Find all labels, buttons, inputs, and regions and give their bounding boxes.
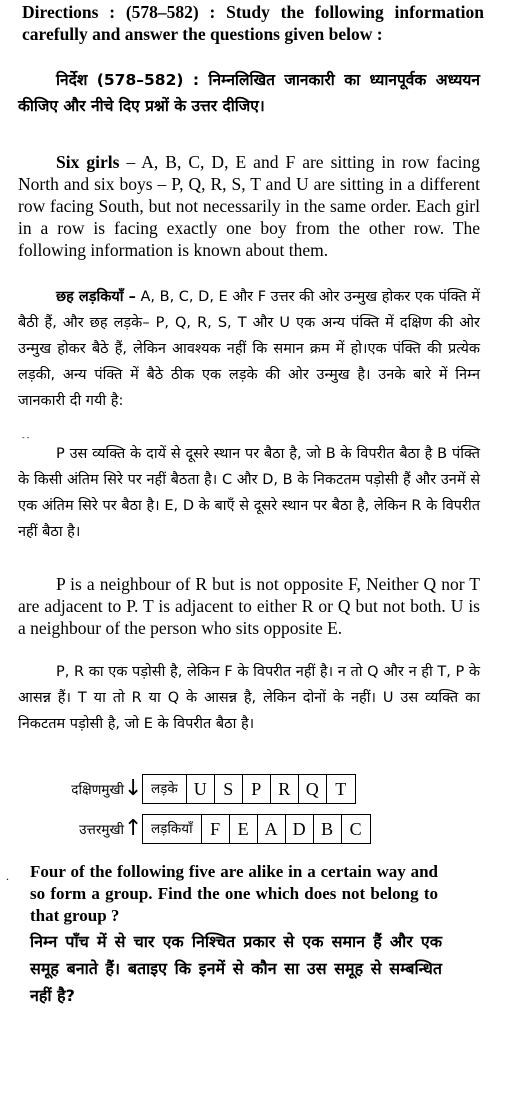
north-facing-row: [36, 814, 371, 844]
south-facing-row: [36, 774, 356, 804]
girl-seat: D: [286, 815, 314, 843]
boy-seat: T: [335, 779, 347, 799]
girl-seat: E: [230, 815, 258, 843]
girl-seat: C: [349, 819, 362, 839]
boys-row-head: लड़के: [143, 775, 187, 803]
down-arrow-icon: ↓: [124, 776, 143, 801]
bullet-mark: .: [6, 869, 9, 883]
girl-seat: B: [314, 815, 342, 843]
north-facing-label: उत्तरमुखी: [79, 822, 124, 838]
paragraph-girls-boys-hindi: [18, 284, 480, 414]
boy-seat: Q: [299, 775, 327, 803]
six-girls-lead-hindi: छह लड़कियाँ –: [56, 289, 136, 305]
stray-mark: - -: [22, 433, 30, 442]
girl-seat: A: [258, 815, 286, 843]
clue-paragraph-english: P is a neighbour of R but is not opposite F, Neither Q nor T are adjacent to P. T is adjacent to either R or Q but not both. U is a neighbour of the person who sits opposite E.: [18, 574, 480, 638]
boy-seat: U: [187, 775, 215, 803]
girls-row-cells: [142, 814, 371, 844]
paragraph-girls-boys-english: [18, 151, 480, 261]
clue-paragraph-hindi-2: P, R का एक पड़ोसी है, लेकिन F के विपरीत नहीं है। न तो Q और न ही T, P के आसन्न हैं। T या तो R या Q के आसन्न है, लेकिन दोनों के नहीं। U उस व्यक्ति का निकटतम पड़ोसी है, जो E के विपरीत बैठा है।: [18, 664, 480, 732]
paragraph-girls-boys-english-body: – A, B, C, D, E and F are sitting in row facing North and six boys – P, Q, R, S, T and U are sitting in a different row facing South, but not necessarily in the same order. Each girl in a row is facing exactly one boy from the other row. The following information is known about them.: [18, 152, 480, 260]
question-hindi: निम्न पाँच में से चार एक निश्चित प्रकार से एक समान हैं और एक समूह बनाते हैं। बताइए कि इनमें से कौन सा उस समूह से सम्बन्धित नहीं है?: [30, 932, 442, 1005]
seating-arrangement-diagram: [0, 774, 526, 846]
question-english: Four of the following five are alike in a certain way and so form a group. Find the one which does not belong to that group ?: [30, 862, 438, 925]
directions-hindi: निर्देश (578–582) : निम्नलिखित जानकारी का ध्यानपूर्वक अध्ययन कीजिए और नीचे दिए प्रश्नों के उत्तर दीजिए।: [18, 71, 480, 115]
boy-seat: P: [243, 775, 271, 803]
girl-seat: F: [202, 815, 230, 843]
boy-seat: S: [215, 775, 243, 803]
directions-english: Directions : (578–582) : Study the following information carefully and answer the questions given below :: [22, 2, 484, 44]
six-girls-lead: Six girls: [56, 152, 120, 172]
boy-seat: R: [271, 775, 299, 803]
boys-row-cells: [142, 774, 356, 804]
up-arrow-icon: ↑: [124, 816, 143, 841]
south-facing-label: दक्षिणमुखी: [71, 782, 124, 798]
paragraph-girls-boys-hindi-body: A, B, C, D, E और F उत्तर की ओर उन्मुख होकर एक पंक्ति में बैठी हैं, और छह लड़के– P, Q, R, S, T और U एक अन्य पंक्ति में दक्षिण की ओर उन्मुख होकर बैठे हैं, लेकिन आवश्यक नहीं कि समान क्रम में हो।एक पंक्ति की प्रत्येक लड़की, अन्य पंक्ति में बैठे ठीक एक लड़के की ओर उन्मुख है। उनके बारे में निम्न जानकारी दी गयी है:: [18, 289, 480, 409]
girls-row-head: लड़कियाँ: [143, 815, 202, 843]
clue-paragraph-hindi: P उस व्यक्ति के दायें से दूसरे स्थान पर बैठा है, जो B के विपरीत बैठा है B पंक्ति के किसी अंतिम सिरे पर नहीं बैठता है। C और D, B के निकटतम पड़ोसी हैं और उनमें से एक अंतिम सिरे पर बैठा है। E, D के बाएँ से दूसरे स्थान पर बैठा है, लेकिन R के विपरीत नहीं बैठा है।: [18, 446, 480, 540]
